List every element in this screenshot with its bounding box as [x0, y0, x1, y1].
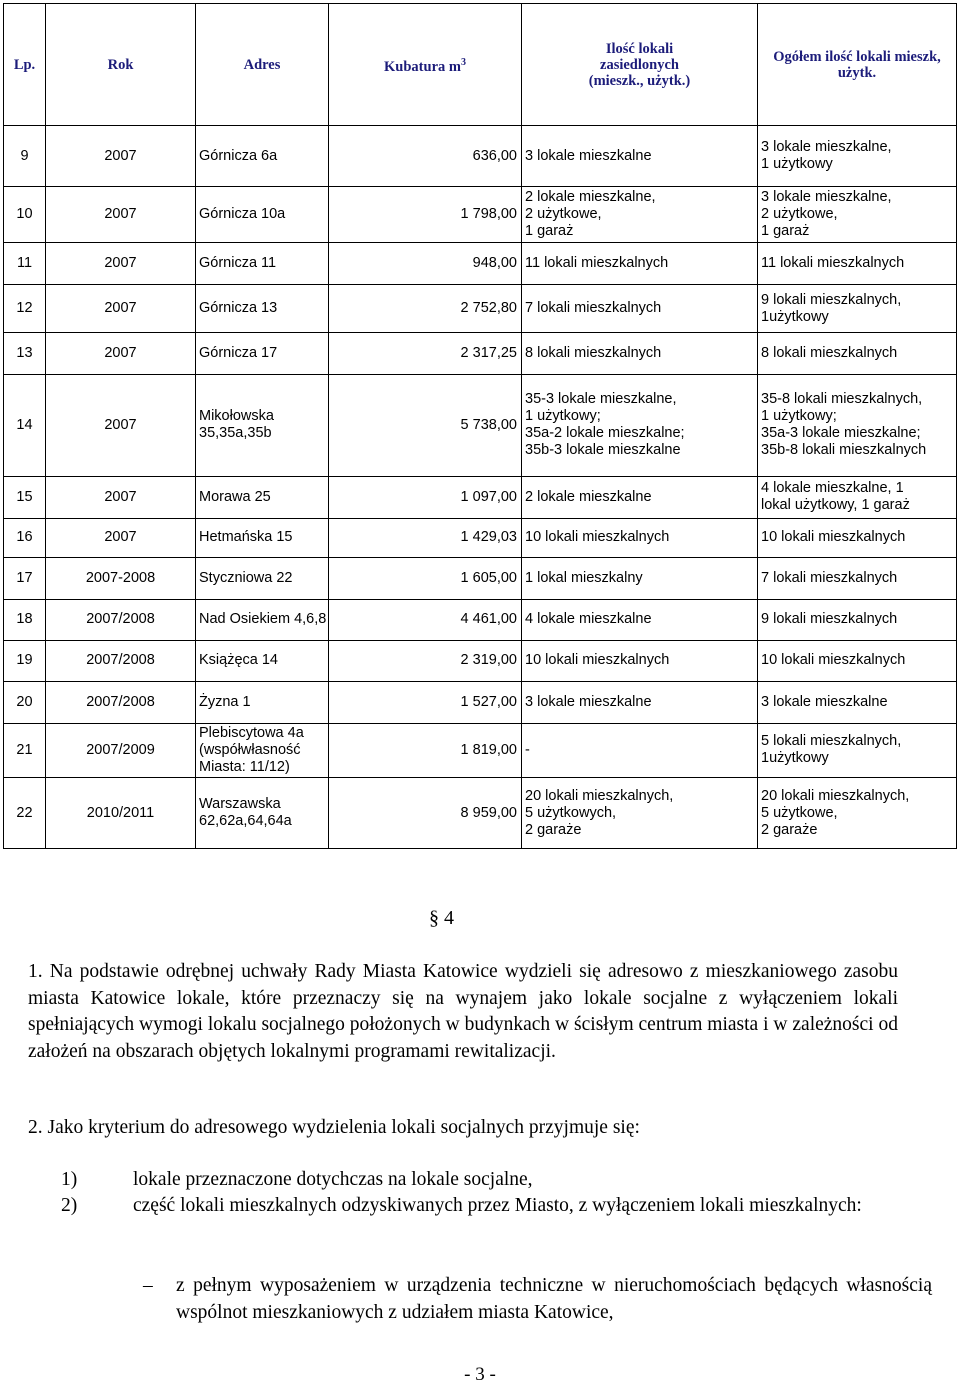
list-item: [61, 1167, 935, 1194]
cell-rok: 2007: [46, 242, 196, 285]
cell-rok: 2007: [46, 285, 196, 333]
cell-zasiedlone: 35-3 lokale mieszkalne, 1 użytkowy; 35a-2 lokale mieszkalne; 35b-3 lokale mieszkalne: [522, 374, 758, 476]
cell-zasiedlone: 20 lokali mieszkalnych, 5 użytkowych, 2 garaże: [522, 778, 758, 849]
cell-zasiedlone: -: [522, 723, 758, 777]
cell-rok: 2007: [46, 518, 196, 558]
cell-lp: 11: [4, 242, 46, 285]
cell-lp: 19: [4, 640, 46, 682]
section-mark: § 4: [429, 907, 454, 929]
cell-rok: 2007-2008: [46, 558, 196, 600]
cell-lp: 10: [4, 187, 46, 242]
cell-adres: Górnicza 17: [196, 333, 329, 375]
cell-adres: Górnicza 13: [196, 285, 329, 333]
cell-ogolem: 3 lokale mieszkalne: [758, 682, 957, 724]
table-row: [4, 333, 957, 375]
cell-ogolem: 8 lokali mieszkalnych: [758, 333, 957, 375]
cell-ogolem: 35-8 lokali mieszkalnych, 1 użytkowy; 35a-3 lokale mieszkalne; 35b-8 lokali mieszkalnych: [758, 374, 957, 476]
cell-lp: 14: [4, 374, 46, 476]
cell-lp: 13: [4, 333, 46, 375]
cell-kubatura: 1 429,03: [329, 518, 522, 558]
cell-kubatura: 2 752,80: [329, 285, 522, 333]
cell-rok: 2010/2011: [46, 778, 196, 849]
header-lp: Lp.: [4, 4, 46, 126]
header-ogolem: Ogółem ilość lokali mieszk, użytk.: [758, 4, 957, 126]
header-adres: Adres: [196, 4, 329, 126]
list-item-number: 1): [61, 1169, 78, 1190]
cell-rok: 2007: [46, 187, 196, 242]
cell-rok: 2007/2008: [46, 599, 196, 640]
cell-adres: Książęca 14: [196, 640, 329, 682]
list-item-text: lokale przeznaczone dotychczas na lokale socjalne,: [133, 1169, 533, 1190]
cell-lp: 9: [4, 126, 46, 187]
table-row: [4, 723, 957, 777]
cell-kubatura: 5 738,00: [329, 374, 522, 476]
cell-zasiedlone: 2 lokale mieszkalne: [522, 477, 758, 519]
cell-rok: 2007: [46, 374, 196, 476]
table-row: [4, 558, 957, 600]
paragraph-1-text: Na podstawie odrębnej uchwały Rady Miasta Katowice wydzieli się adresowo z mieszkaniowego zasobu miasta Katowice lokale, które przeznaczy się na wynajem jako lokale socjalne z wyłączeniem lokali spełniających wymogi lokalu socjalnego położonych w budynkach w ścisłym centrum miasta i w zależności od założeń na obszarach objętych lokalnymi programami rewitalizacji.: [28, 961, 898, 1062]
table-row: [4, 682, 957, 724]
cell-ogolem: 11 lokali mieszkalnych: [758, 242, 957, 285]
paragraph-1: [28, 959, 898, 1065]
cell-ogolem: 20 lokali mieszkalnych, 5 użytkowe, 2 garaże: [758, 778, 957, 849]
cell-kubatura: 8 959,00: [329, 778, 522, 849]
header-ilosc: Ilość lokali zasiedlonych (mieszk., użytk.): [522, 4, 758, 126]
cell-zasiedlone: 2 lokale mieszkalne, 2 użytkowe, 1 garaż: [522, 187, 758, 242]
cell-kubatura: 1 527,00: [329, 682, 522, 724]
dash-item-text: z pełnym wyposażeniem w urządzenia techniczne w nieruchomościach będących własnością wspólnot mieszkaniowych z udziałem miasta Katowice,: [176, 1275, 932, 1323]
header-kubatura: [329, 4, 522, 126]
cell-ogolem: 9 lokali mieszkalnych: [758, 599, 957, 640]
cell-rok: 2007: [46, 477, 196, 519]
paragraph-2-text: Jako kryterium do adresowego wydzielenia lokali socjalnych przyjmuje się:: [47, 1117, 640, 1138]
cell-ogolem: 4 lokale mieszkalne, 1 lokal użytkowy, 1 garaż: [758, 477, 957, 519]
cell-lp: 22: [4, 778, 46, 849]
cell-rok: 2007/2008: [46, 640, 196, 682]
cell-adres: Warszawska 62,62a,64,64a: [196, 778, 329, 849]
cell-adres: Górnicza 6a: [196, 126, 329, 187]
cell-rok: 2007: [46, 333, 196, 375]
dash-list-item: [143, 1273, 932, 1326]
table-row: [4, 599, 957, 640]
cell-zasiedlone: 4 lokale mieszkalne: [522, 599, 758, 640]
cell-zasiedlone: 10 lokali mieszkalnych: [522, 518, 758, 558]
cell-ogolem: 5 lokali mieszkalnych, 1użytkowy: [758, 723, 957, 777]
paragraph-1-number: 1.: [28, 961, 43, 982]
cell-zasiedlone: 7 lokali mieszkalnych: [522, 285, 758, 333]
cell-lp: 17: [4, 558, 46, 600]
cell-zasiedlone: 3 lokale mieszkalne: [522, 126, 758, 187]
header-rok: Rok: [46, 4, 196, 126]
table-row: [4, 640, 957, 682]
cell-ogolem: 3 lokale mieszkalne, 1 użytkowy: [758, 126, 957, 187]
cell-kubatura: 2 317,25: [329, 333, 522, 375]
table-row: [4, 374, 957, 476]
cell-kubatura: 636,00: [329, 126, 522, 187]
cell-zasiedlone: 3 lokale mieszkalne: [522, 682, 758, 724]
cell-kubatura: 1 819,00: [329, 723, 522, 777]
cell-rok: 2007/2008: [46, 682, 196, 724]
cell-ogolem: 3 lokale mieszkalne, 2 użytkowe, 1 garaż: [758, 187, 957, 242]
cell-lp: 20: [4, 682, 46, 724]
cell-lp: 18: [4, 599, 46, 640]
cell-adres: Górnicza 10a: [196, 187, 329, 242]
cell-adres: Żyzna 1: [196, 682, 329, 724]
cell-kubatura: 1 097,00: [329, 477, 522, 519]
table-row: [4, 778, 957, 849]
cell-kubatura: 1 605,00: [329, 558, 522, 600]
header-kubatura-sup: 3: [460, 56, 466, 68]
cell-zasiedlone: 1 lokal mieszkalny: [522, 558, 758, 600]
cell-kubatura: 948,00: [329, 242, 522, 285]
cell-ogolem: 10 lokali mieszkalnych: [758, 518, 957, 558]
cell-zasiedlone: 10 lokali mieszkalnych: [522, 640, 758, 682]
list-item-number: 2): [61, 1195, 78, 1216]
cell-kubatura: 1 798,00: [329, 187, 522, 242]
cell-adres: Nad Osiekiem 4,6,8: [196, 599, 329, 640]
cell-adres: Hetmańska 15: [196, 518, 329, 558]
table-body: [4, 126, 957, 849]
list-item-text: część lokali mieszkalnych odzyskiwanych przez Miasto, z wyłączeniem lokali mieszkalnych:: [133, 1195, 862, 1216]
header-kubatura-label: Kubatura m: [384, 58, 461, 75]
cell-adres: Plebiscytowa 4a (współwłasność Miasta: 11/12): [196, 723, 329, 777]
cell-rok: 2007/2009: [46, 723, 196, 777]
cell-zasiedlone: 8 lokali mieszkalnych: [522, 333, 758, 375]
cell-lp: 15: [4, 477, 46, 519]
list-item: [61, 1193, 935, 1220]
cell-zasiedlone: 11 lokali mieszkalnych: [522, 242, 758, 285]
cell-kubatura: 2 319,00: [329, 640, 522, 682]
table-row: [4, 187, 957, 242]
table-row: [4, 477, 957, 519]
cell-rok: 2007: [46, 126, 196, 187]
table-row: [4, 518, 957, 558]
cell-kubatura: 4 461,00: [329, 599, 522, 640]
cell-adres: Styczniowa 22: [196, 558, 329, 600]
housing-units-table: [3, 3, 957, 849]
dash-bullet: –: [143, 1275, 153, 1296]
table-row: [4, 242, 957, 285]
paragraph-2: [28, 1115, 898, 1142]
cell-lp: 12: [4, 285, 46, 333]
cell-adres: Górnicza 11: [196, 242, 329, 285]
cell-adres: Morawa 25: [196, 477, 329, 519]
table-row: [4, 126, 957, 187]
table-row: [4, 285, 957, 333]
page-number: - 3 -: [464, 1364, 496, 1385]
cell-ogolem: 10 lokali mieszkalnych: [758, 640, 957, 682]
cell-lp: 16: [4, 518, 46, 558]
cell-lp: 21: [4, 723, 46, 777]
cell-adres: Mikołowska 35,35a,35b: [196, 374, 329, 476]
paragraph-2-number: 2.: [28, 1117, 43, 1138]
cell-ogolem: 7 lokali mieszkalnych: [758, 558, 957, 600]
cell-ogolem: 9 lokali mieszkalnych, 1użytkowy: [758, 285, 957, 333]
